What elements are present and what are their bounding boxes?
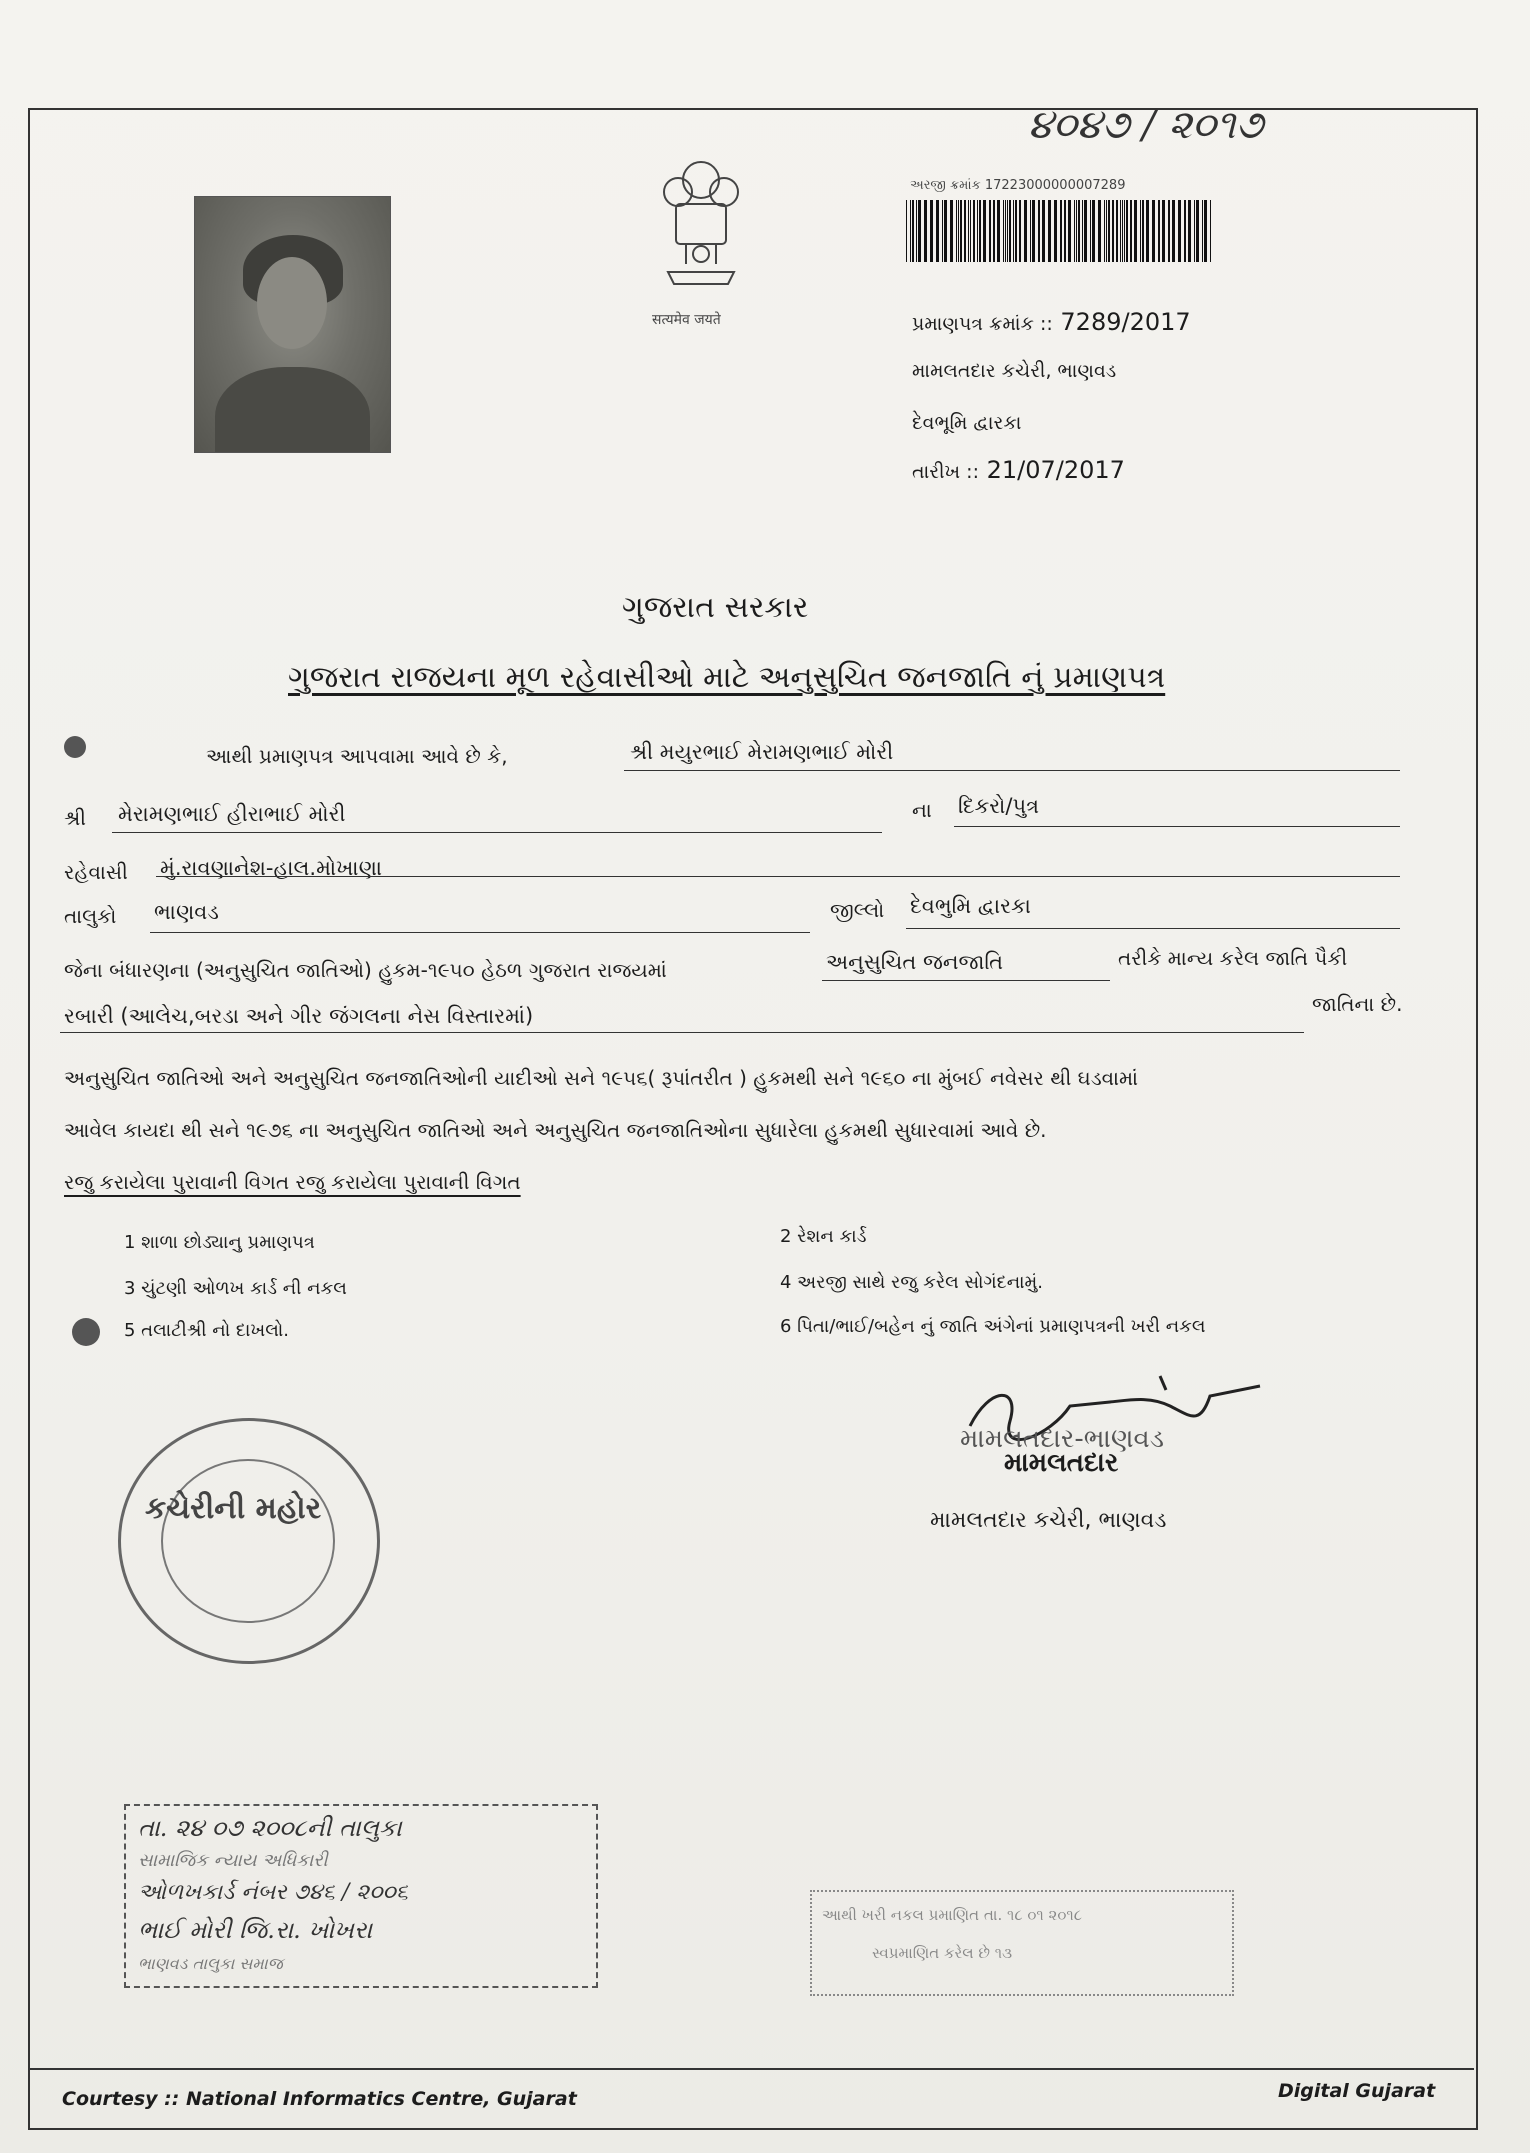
constitution-text: જેના બંધારણના (અનુસુચિત જાતિઓ) હુકમ-૧૯૫૦ હેઠળ ગુજરાત રાજયમાં bbox=[64, 958, 667, 982]
barcode-bar bbox=[918, 200, 921, 262]
barcode-bar bbox=[1098, 200, 1101, 262]
barcode-bar bbox=[1032, 200, 1035, 262]
barcode-bar bbox=[960, 200, 962, 262]
barcode-bar bbox=[983, 200, 986, 262]
taluka-line bbox=[150, 932, 810, 933]
true-copy-line-1: આથી ખરી નકલ પ્રમાણિત તા. ૧૮ ૦૧ ૨૦૧૮ bbox=[822, 1906, 1082, 1924]
barcode-bar bbox=[1048, 200, 1051, 262]
barcode-bar bbox=[1082, 200, 1083, 262]
barcode-bar bbox=[1168, 200, 1170, 262]
applicant-photo bbox=[194, 196, 391, 453]
barcode-bar bbox=[1178, 200, 1181, 262]
barcode-bar bbox=[1060, 200, 1062, 262]
barcode-bar bbox=[912, 200, 914, 262]
issuing-district: દેવભૂમિ દ્વારકા bbox=[912, 412, 1022, 434]
punch-hole-bottom bbox=[72, 1318, 100, 1346]
barcode-bar bbox=[906, 200, 907, 262]
barcode-bar bbox=[964, 200, 966, 262]
true-copy-line-2: સ્વપ્રમાણિત કરેલ છે ૧૩ bbox=[872, 1944, 1013, 1962]
barcode-bar bbox=[1140, 200, 1141, 262]
barcode-bar bbox=[1210, 200, 1211, 262]
barcode-bar bbox=[997, 200, 1000, 262]
office-seal bbox=[118, 1418, 380, 1664]
holder-name: શ્રી મયુરભાઈ મેરામણભાઈ મોરી bbox=[630, 740, 894, 764]
barcode-bar bbox=[1202, 200, 1203, 262]
father-prefix: શ્રી bbox=[64, 806, 87, 830]
evidence-item-4: 4 અરજી સાથે રજુ કરેલ સોગંદનામું. bbox=[780, 1272, 1043, 1293]
emblem-motto: सत्यमेव जयते bbox=[652, 312, 721, 328]
stamp-line-3: ઓળખકાર્ડ નંબર ૭૪૬ / ૨૦૦૬ bbox=[138, 1880, 409, 1905]
taluka-value: ભાણવડ bbox=[154, 900, 219, 924]
father-name-line bbox=[112, 832, 882, 833]
district-value: દેવભુમિ દ્વારકા bbox=[910, 894, 1031, 918]
evidence-item-5: 5 તલાટીશ્રી નો દાખલો. bbox=[124, 1320, 290, 1341]
barcode-bar bbox=[944, 200, 947, 262]
barcode-bar bbox=[1188, 200, 1191, 262]
barcode-bar bbox=[1064, 200, 1066, 262]
evidence-item-1: 1 શાળા છોડ્યાનુ પ્રમાણપત્ર bbox=[124, 1232, 315, 1253]
taluka-verification-stamp bbox=[124, 1804, 598, 1988]
barcode-bar bbox=[1019, 200, 1021, 262]
barcode-bar bbox=[1074, 200, 1075, 262]
barcode-bar bbox=[1134, 200, 1137, 262]
issue-date: તારીખ :: 21/07/2017 bbox=[912, 456, 1125, 484]
residence-label: રહેવાસી bbox=[64, 860, 128, 884]
barcode-bar bbox=[930, 200, 933, 262]
application-number: અરજી ક્રમાંક 17223000000007289 bbox=[910, 178, 1126, 193]
residence-value: મું.રાવણાનેશ-હાલ.મોખાણા bbox=[160, 856, 383, 880]
evidence-heading: રજુ કરાયેલા પુરાવાની વિગત રજુ કરાયેલા પુરાવાની વિગત bbox=[64, 1170, 521, 1194]
barcode-bar bbox=[1152, 200, 1155, 262]
caste-suffix: જાતિના છે. bbox=[1312, 992, 1403, 1016]
issuing-office: મામલતદાર કચેરી, ભાણવડ bbox=[912, 360, 1117, 382]
recognized-text: તરીકે માન્ય કરેલ જાતિ પૈકી bbox=[1118, 946, 1348, 970]
barcode-bar bbox=[956, 200, 957, 262]
evidence-item-2: 2 રેશન કાર્ડ bbox=[780, 1226, 867, 1247]
evidence-item-6: 6 પિતા/ભાઈ/બહેન નું જાતિ અંગેનાં પ્રમાણપત્રની ખરી નકલ bbox=[780, 1316, 1206, 1337]
barcode bbox=[906, 200, 1212, 262]
barcode-bar bbox=[989, 200, 991, 262]
barcode-bar bbox=[1024, 200, 1027, 262]
district-label: જીલ્લો bbox=[830, 898, 885, 922]
certificate-number: પ્રમાણપત્ર ક્રમાંક :: 7289/2017 bbox=[912, 308, 1191, 336]
barcode-bar bbox=[1106, 200, 1107, 262]
relation-label: ના bbox=[912, 798, 932, 822]
barcode-bar bbox=[1184, 200, 1186, 262]
barcode-bar bbox=[916, 200, 917, 262]
barcode-bar bbox=[1112, 200, 1114, 262]
barcode-bar bbox=[977, 200, 978, 262]
signatory-title: મામલતદાર bbox=[1004, 1448, 1119, 1478]
footer-divider bbox=[30, 2068, 1474, 2070]
father-name: મેરામણભાઈ હીરાભાઈ મોરી bbox=[118, 802, 346, 826]
barcode-bar bbox=[1015, 200, 1017, 262]
barcode-bar bbox=[1162, 200, 1165, 262]
barcode-bar bbox=[1090, 200, 1091, 262]
residence-line bbox=[156, 876, 1400, 877]
law-text-line-2: આવેલ કાયદા થી સને ૧૯૭૬ ના અનુસુચિત જાતિઓ અને અનુસુચિત જનજાતિઓના સુધારેલા હુકમથી સુધારવામાં આવે છે. bbox=[64, 1118, 1047, 1142]
caste-value: રબારી (આલેચ,બરડા અને ગીર જંગલના નેસ વિસ્તારમાં) bbox=[64, 1004, 534, 1028]
barcode-bar bbox=[1158, 200, 1160, 262]
barcode-bar bbox=[1126, 200, 1128, 262]
caste-line bbox=[60, 1032, 1304, 1033]
seal-text: કચેરીની મહોર bbox=[145, 1491, 322, 1526]
stamp-line-2: સામાજિક ન્યાય અધિકારી bbox=[138, 1850, 328, 1871]
barcode-bar bbox=[1030, 200, 1031, 262]
district-line bbox=[906, 928, 1400, 929]
law-text-line-1: અનુસુચિત જાતિઓ અને અનુસુચિત જનજાતિઓની યાદીઓ સને ૧૯૫૬( રૂપાંતરીત ) હુકમથી સને ૧૯૬૦ ના મુંબઈ નવેસર થી ઘડવામાં bbox=[64, 1066, 1139, 1090]
barcode-bar bbox=[1038, 200, 1040, 262]
handwritten-reference: ૪૦૪૭ / ૨૦૧૭ bbox=[1028, 102, 1264, 148]
stamp-line-4: ભાઈ મોરી જિ.રા. ખોખરા bbox=[138, 1916, 373, 1944]
stamp-line-5: ભાણવડ તાલુકા સમાજ bbox=[138, 1954, 283, 1973]
barcode-bar bbox=[1120, 200, 1121, 262]
barcode-bar bbox=[910, 200, 911, 262]
signature-stamp-text: મામલતદાર-ભાણવડ bbox=[960, 1424, 1165, 1454]
barcode-bar bbox=[1005, 200, 1006, 262]
barcode-bar bbox=[973, 200, 975, 262]
barcode-bar bbox=[1076, 200, 1077, 262]
footer-brand: Digital Gujarat bbox=[1278, 2080, 1436, 2102]
barcode-bar bbox=[1172, 200, 1175, 262]
barcode-bar bbox=[993, 200, 995, 262]
true-copy-stamp bbox=[810, 1890, 1234, 1996]
category-value: અનુસુચિત જનજાતિ bbox=[826, 950, 1004, 974]
intro-text: આથી પ્રમાણપત્ર આપવામા આવે છે કે, bbox=[206, 744, 508, 768]
barcode-bar bbox=[1130, 200, 1132, 262]
barcode-bar bbox=[1142, 200, 1144, 262]
holder-name-line bbox=[624, 770, 1400, 771]
barcode-bar bbox=[950, 200, 953, 262]
barcode-bar bbox=[968, 200, 969, 262]
barcode-bar bbox=[1084, 200, 1087, 262]
barcode-bar bbox=[1009, 200, 1011, 262]
relation-value: દિકરો/પુત્ર bbox=[958, 794, 1040, 818]
barcode-bar bbox=[1068, 200, 1071, 262]
barcode-bar bbox=[1078, 200, 1080, 262]
government-title: ગુજરાત સરકાર bbox=[622, 590, 809, 625]
barcode-bar bbox=[958, 200, 959, 262]
barcode-bar bbox=[1042, 200, 1045, 262]
barcode-bar bbox=[1003, 200, 1004, 262]
barcode-bar bbox=[1013, 200, 1014, 262]
barcode-bar bbox=[1007, 200, 1008, 262]
barcode-bar bbox=[1092, 200, 1095, 262]
barcode-bar bbox=[1104, 200, 1105, 262]
certificate-title: ગુજરાત રાજયના મૂળ રહેવાસીઓ માટે અનુસુચિત જનજાતિ નું પ્રમાણપત્ર bbox=[288, 660, 1166, 695]
barcode-bar bbox=[1116, 200, 1118, 262]
signatory-office: મામલતદાર કચેરી, ભાણવડ bbox=[930, 1508, 1167, 1533]
national-emblem-icon bbox=[656, 152, 746, 302]
taluka-label: તાલુકો bbox=[64, 904, 117, 928]
evidence-item-3: 3 ચુંટણી ઓળખ કાર્ડ ની નકલ bbox=[124, 1278, 347, 1299]
barcode-bar bbox=[1108, 200, 1110, 262]
footer-courtesy: Courtesy :: National Informatics Centre, Gujarat bbox=[62, 2088, 577, 2110]
barcode-bar bbox=[1204, 200, 1207, 262]
barcode-bar bbox=[936, 200, 939, 262]
barcode-bar bbox=[970, 200, 971, 262]
punch-hole-top bbox=[64, 736, 86, 758]
barcode-bar bbox=[1196, 200, 1199, 262]
barcode-bar bbox=[942, 200, 943, 262]
stamp-line-1: તા. ૨૪ ૦૭ ૨૦૦૮ની તાલુકા bbox=[138, 1814, 402, 1842]
barcode-bar bbox=[1146, 200, 1149, 262]
relation-line bbox=[954, 826, 1400, 827]
category-line bbox=[822, 980, 1110, 981]
barcode-bar bbox=[1194, 200, 1195, 262]
barcode-bar bbox=[979, 200, 981, 262]
barcode-bar bbox=[1054, 200, 1057, 262]
barcode-bar bbox=[1124, 200, 1125, 262]
barcode-bar bbox=[924, 200, 927, 262]
barcode-bar bbox=[1122, 200, 1123, 262]
